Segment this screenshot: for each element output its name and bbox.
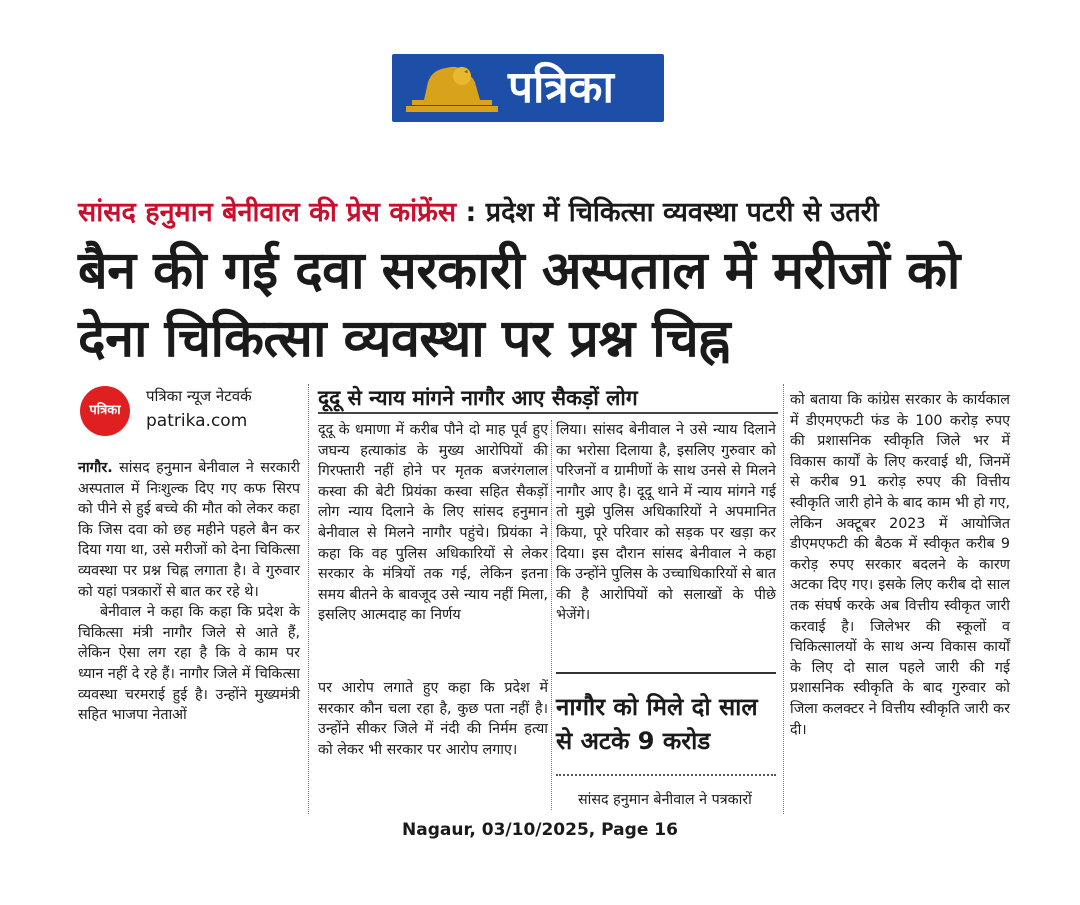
kicker-line [78,196,1018,230]
subheadline-rule [556,672,776,674]
subheadline-duddu: दूदू से न्याय मांगने नागौर आए सैकड़ों लोग [318,386,638,410]
article-column-1 [78,458,300,726]
paragraph: लिया। सांसद बेनीवाल ने उसे न्याय दिलाने का भरोसा दिलाया है, इसलिए गुरुवार को परिजनों व ग्रामीणों के साथ उनसे से मिलने नागौर आए है। दूदू थाने में न्याय मांगने गई तो मुझे पुलिस अधिकारियों ने अपमानित किया, पूरे परिवार को सड़क पर खड़ा कर दिया। इस दौरान सांसद बेनीवाल ने कहा कि उन्होंने पुलिस के उच्चाधिकारियों से बात की है आरोपियों को सलाखों के पीछे भेजेंगे। [556,422,776,624]
headline-line-1: बैन की गई दवा सरकारी अस्पताल में मरीजों को [78,241,960,301]
article-column-3-bottom [556,790,776,811]
byline-name: पत्रिका न्यूज नेटवर्क [146,387,252,405]
masthead-name: पत्रिका [508,62,614,113]
paragraph: दूदू के धमाणा में करीब पौने दो माह पूर्व हुए जघन्य हत्याकांड के मुख्य आरोपियों की गिरफ्तारी नहीं होने पर मृतक बजरंगलाल कस्वा की बेटी प्रियंका कस्वा सहित सैकड़ों लोग न्याय दिलाने के लिए सांसद हनुमान बेनीवाल से मिलने नागौर पहुंचे। प्रियंका ने कहा कि वह पुलिस अधिकारियों से लेकर सरकार के मंत्रियों तक गई, लेकिन इतना समय बीतने के बावजूद उसे न्याय नहीं मिला, इसलिए आत्मदाह का निर्णय [318,422,548,624]
lion-icon [402,56,502,118]
paragraph: बेनीवाल ने कहा कि कहा कि प्रदेश के चिकित्सा मंत्री नागौर जिले से आते हैं, लेकिन ऐसा लग रहा है कि वे काम पर ध्यान नहीं दे रहे हैं। नागौर जिले में चिकित्सा व्यवस्था चरमराई हुई है। उन्होंने मुख्यमंत्री सहित भाजपा नेताओं [78,604,300,724]
paragraph: पर आरोप लगाते हुए कहा कि प्रदेश में सरकार कौन चला रहा है, कुछ पता नहीं है। उन्होंने सीकर जिले में नंदी की निर्मम हत्या को लेकर भी सरकार पर आरोप लगाए। [318,680,548,758]
subheadline-rule [318,412,778,414]
dateline: नागौर. [78,460,113,476]
subheadline-nagaur: नागौर को मिले दो साल से अटके 9 करोड [556,693,758,755]
edition-footer: Nagaur, 03/10/2025, Page 16 [402,820,678,840]
headline-line-2: देना चिकित्सा व्यवस्था पर प्रश्न चिह्न [78,309,731,369]
kicker-event: सांसद हनुमान बेनीवाल की प्रेस कांफ्रेंस [78,197,457,228]
kicker-topic: प्रदेश में चिकित्सा व्यवस्था पटरी से उतरी [485,197,879,228]
paragraph: सांसद हनुमान बेनीवाल ने पत्रकारों [578,792,752,808]
column-divider [783,384,784,814]
masthead-logo [392,54,664,122]
article-column-2-top [318,420,548,626]
subheadline-rule [556,774,776,776]
column-divider [551,420,552,810]
article-column-2-bottom [318,678,548,760]
article-column-4 [790,390,1010,740]
byline-site: patrika.com [146,411,248,431]
paragraph: को बताया कि कांग्रेस सरकार के कार्यकाल में डीएमएफटी फंड के 100 करोड़ रुपए की प्रशासनिक स्वीकृति जिले भर में विकास कार्यों के लिए करवाई थी, जिनमें से करीब 91 करोड़ रुपए की वित्तीय स्वीकृति जारी होने के बाद काम भी हो गए, लेकिन अक्टूबर 2023 में आयोजित डीएमएफटी की बैठक में स्वीकृत करीब 9 करोड़ रुपए सरकार बदलने के कारण अटका दिए गए। इसके लिए करीब दो साल तक संघर्ष करके अब वित्तीय स्वीकृत जारी करवाई है। जिलेभर की स्कूलों व चिकित्सालयों के साथ अन्य विकास कार्यों के लिए दो साल पहले जारी की गई प्रशासनिक स्वीकृति के बाद गुरुवार को जिला कलक्टर ने वित्तीय स्वीकृति जारी कर दी। [790,392,1010,738]
article-column-3-top [556,420,776,626]
column-divider [308,384,309,814]
patrika-badge-icon: पत्रिका [80,386,130,436]
kicker-separator: : [456,197,486,228]
paragraph: सांसद हनुमान बेनीवाल ने सरकारी अस्पताल में निःशुल्क दिए गए कफ सिरप को पीने से हुई बच्चे की मौत को लेकर कहा कि जिस दवा को छह महीने पहले बैन कर दिया गया था, उसे मरीजों को देना चिकित्सा व्यवस्था पर प्रश्न चिह्न लगाता है। वे गुरुवार को यहां पत्रकारों से बात कर रहे थे। [78,460,301,600]
